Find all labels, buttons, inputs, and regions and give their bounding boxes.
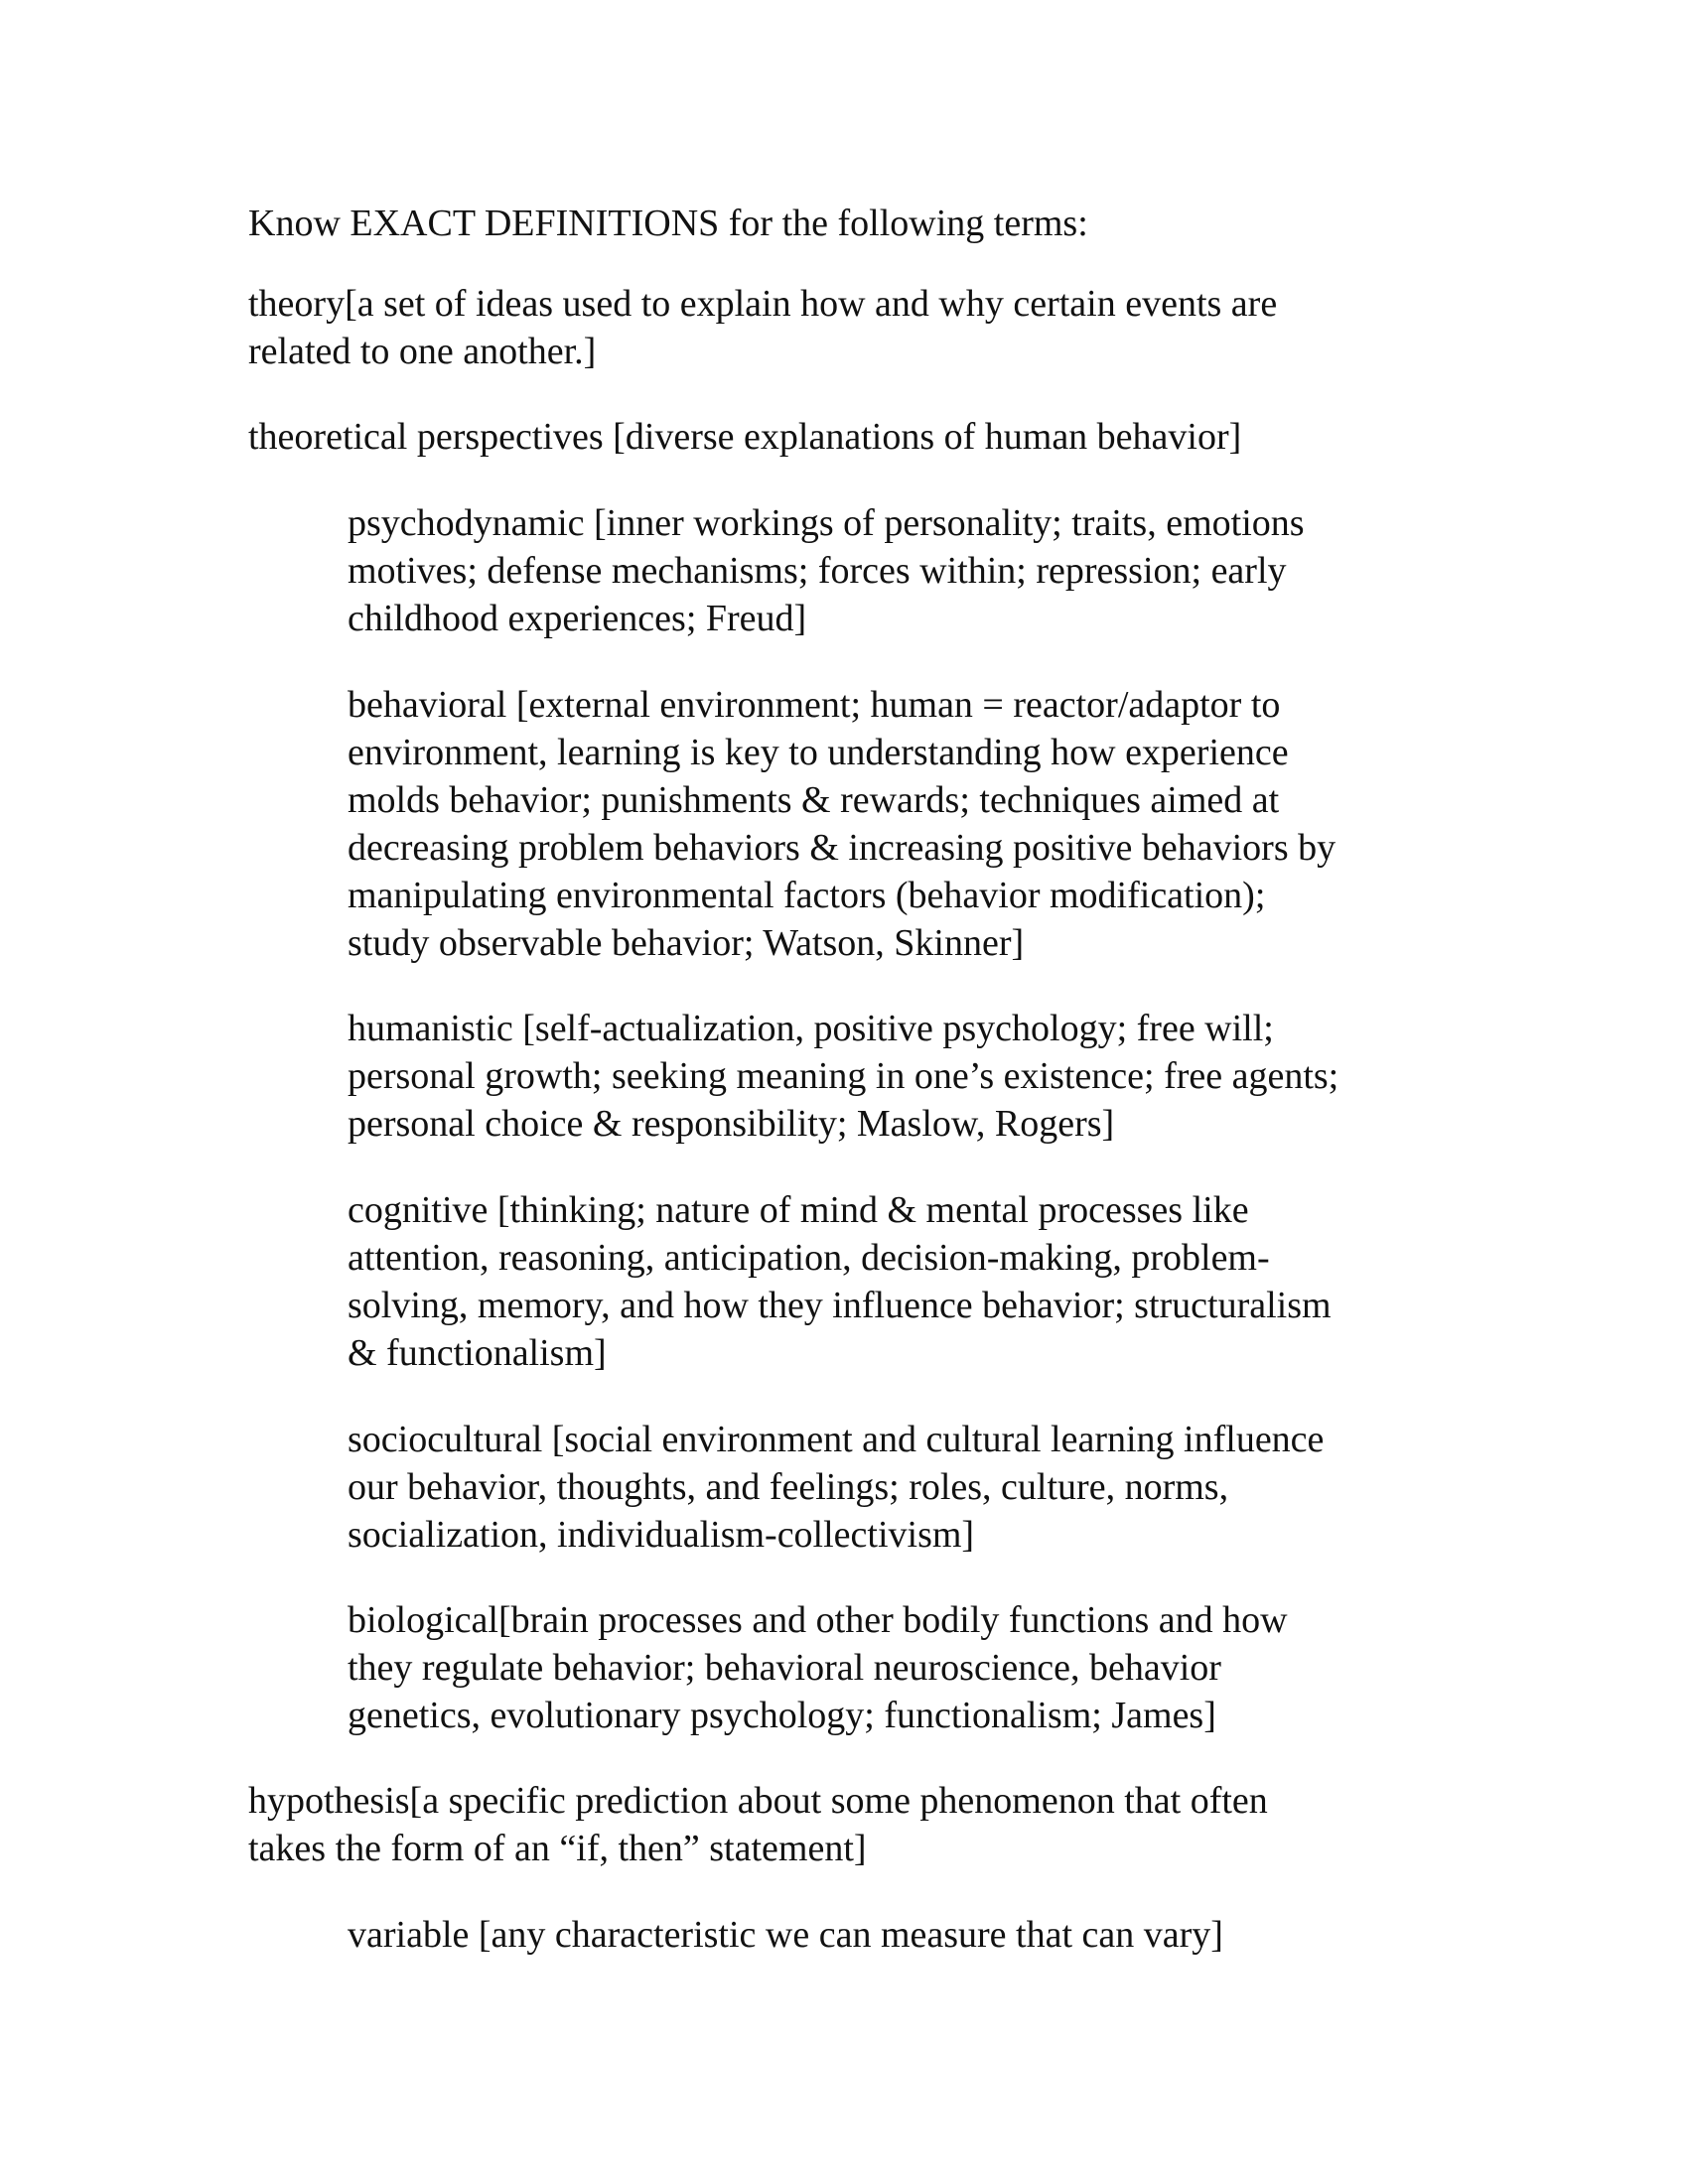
term-cognitive: cognitive [thinking; nature of mind & mental processes like attention, reasoning, anticipation, decision-making, problem- solving, memory, and how they influence behavior; structuralism & functionalism]	[348, 1189, 1332, 1374]
term-hypothesis: hypothesis[a specific prediction about some phenomenon that often takes the form of an “if, then” statement]	[248, 1780, 1268, 1869]
term-biological: biological[brain processes and other bodily functions and how they regulate behavior; behavioral neuroscience, behavior genetics, evolutionary psychology; functionalism; James]	[348, 1599, 1288, 1736]
term-theory: theory[a set of ideas used to explain how and why certain events are related to one another.]	[248, 283, 1278, 372]
term-behavioral: behavioral [external environment; human = reactor/adaptor to environment, learning is key to understanding how experience molds behavior; punishments & rewards; techniques aimed at decreasing problem behaviors & increasing positive behaviors by manipulating environmental factors (behavior modification); study observable behavior; Watson, Skinner]	[348, 684, 1336, 964]
term-humanistic: humanistic [self-actualization, positive psychology; free will; personal growth; seeking meaning in one’s existence; free agents; personal choice & responsibility; Maslow, Rogers]	[348, 1008, 1339, 1145]
term-variable: variable [any characteristic we can measure that can vary]	[348, 1914, 1223, 1956]
term-psychodynamic: psychodynamic [inner workings of personality; traits, emotions motives; defense mechanisms; forces within; repression; early childhood experiences; Freud]	[348, 502, 1305, 639]
heading: Know EXACT DEFINITIONS for the following terms:	[248, 203, 1088, 244]
term-theoretical-perspectives: theoretical perspectives [diverse explanations of human behavior]	[248, 416, 1242, 458]
term-sociocultural: sociocultural [social environment and cultural learning influence our behavior, thoughts, and feelings; roles, culture, norms, socialization, individualism-collectivism]	[348, 1419, 1325, 1556]
